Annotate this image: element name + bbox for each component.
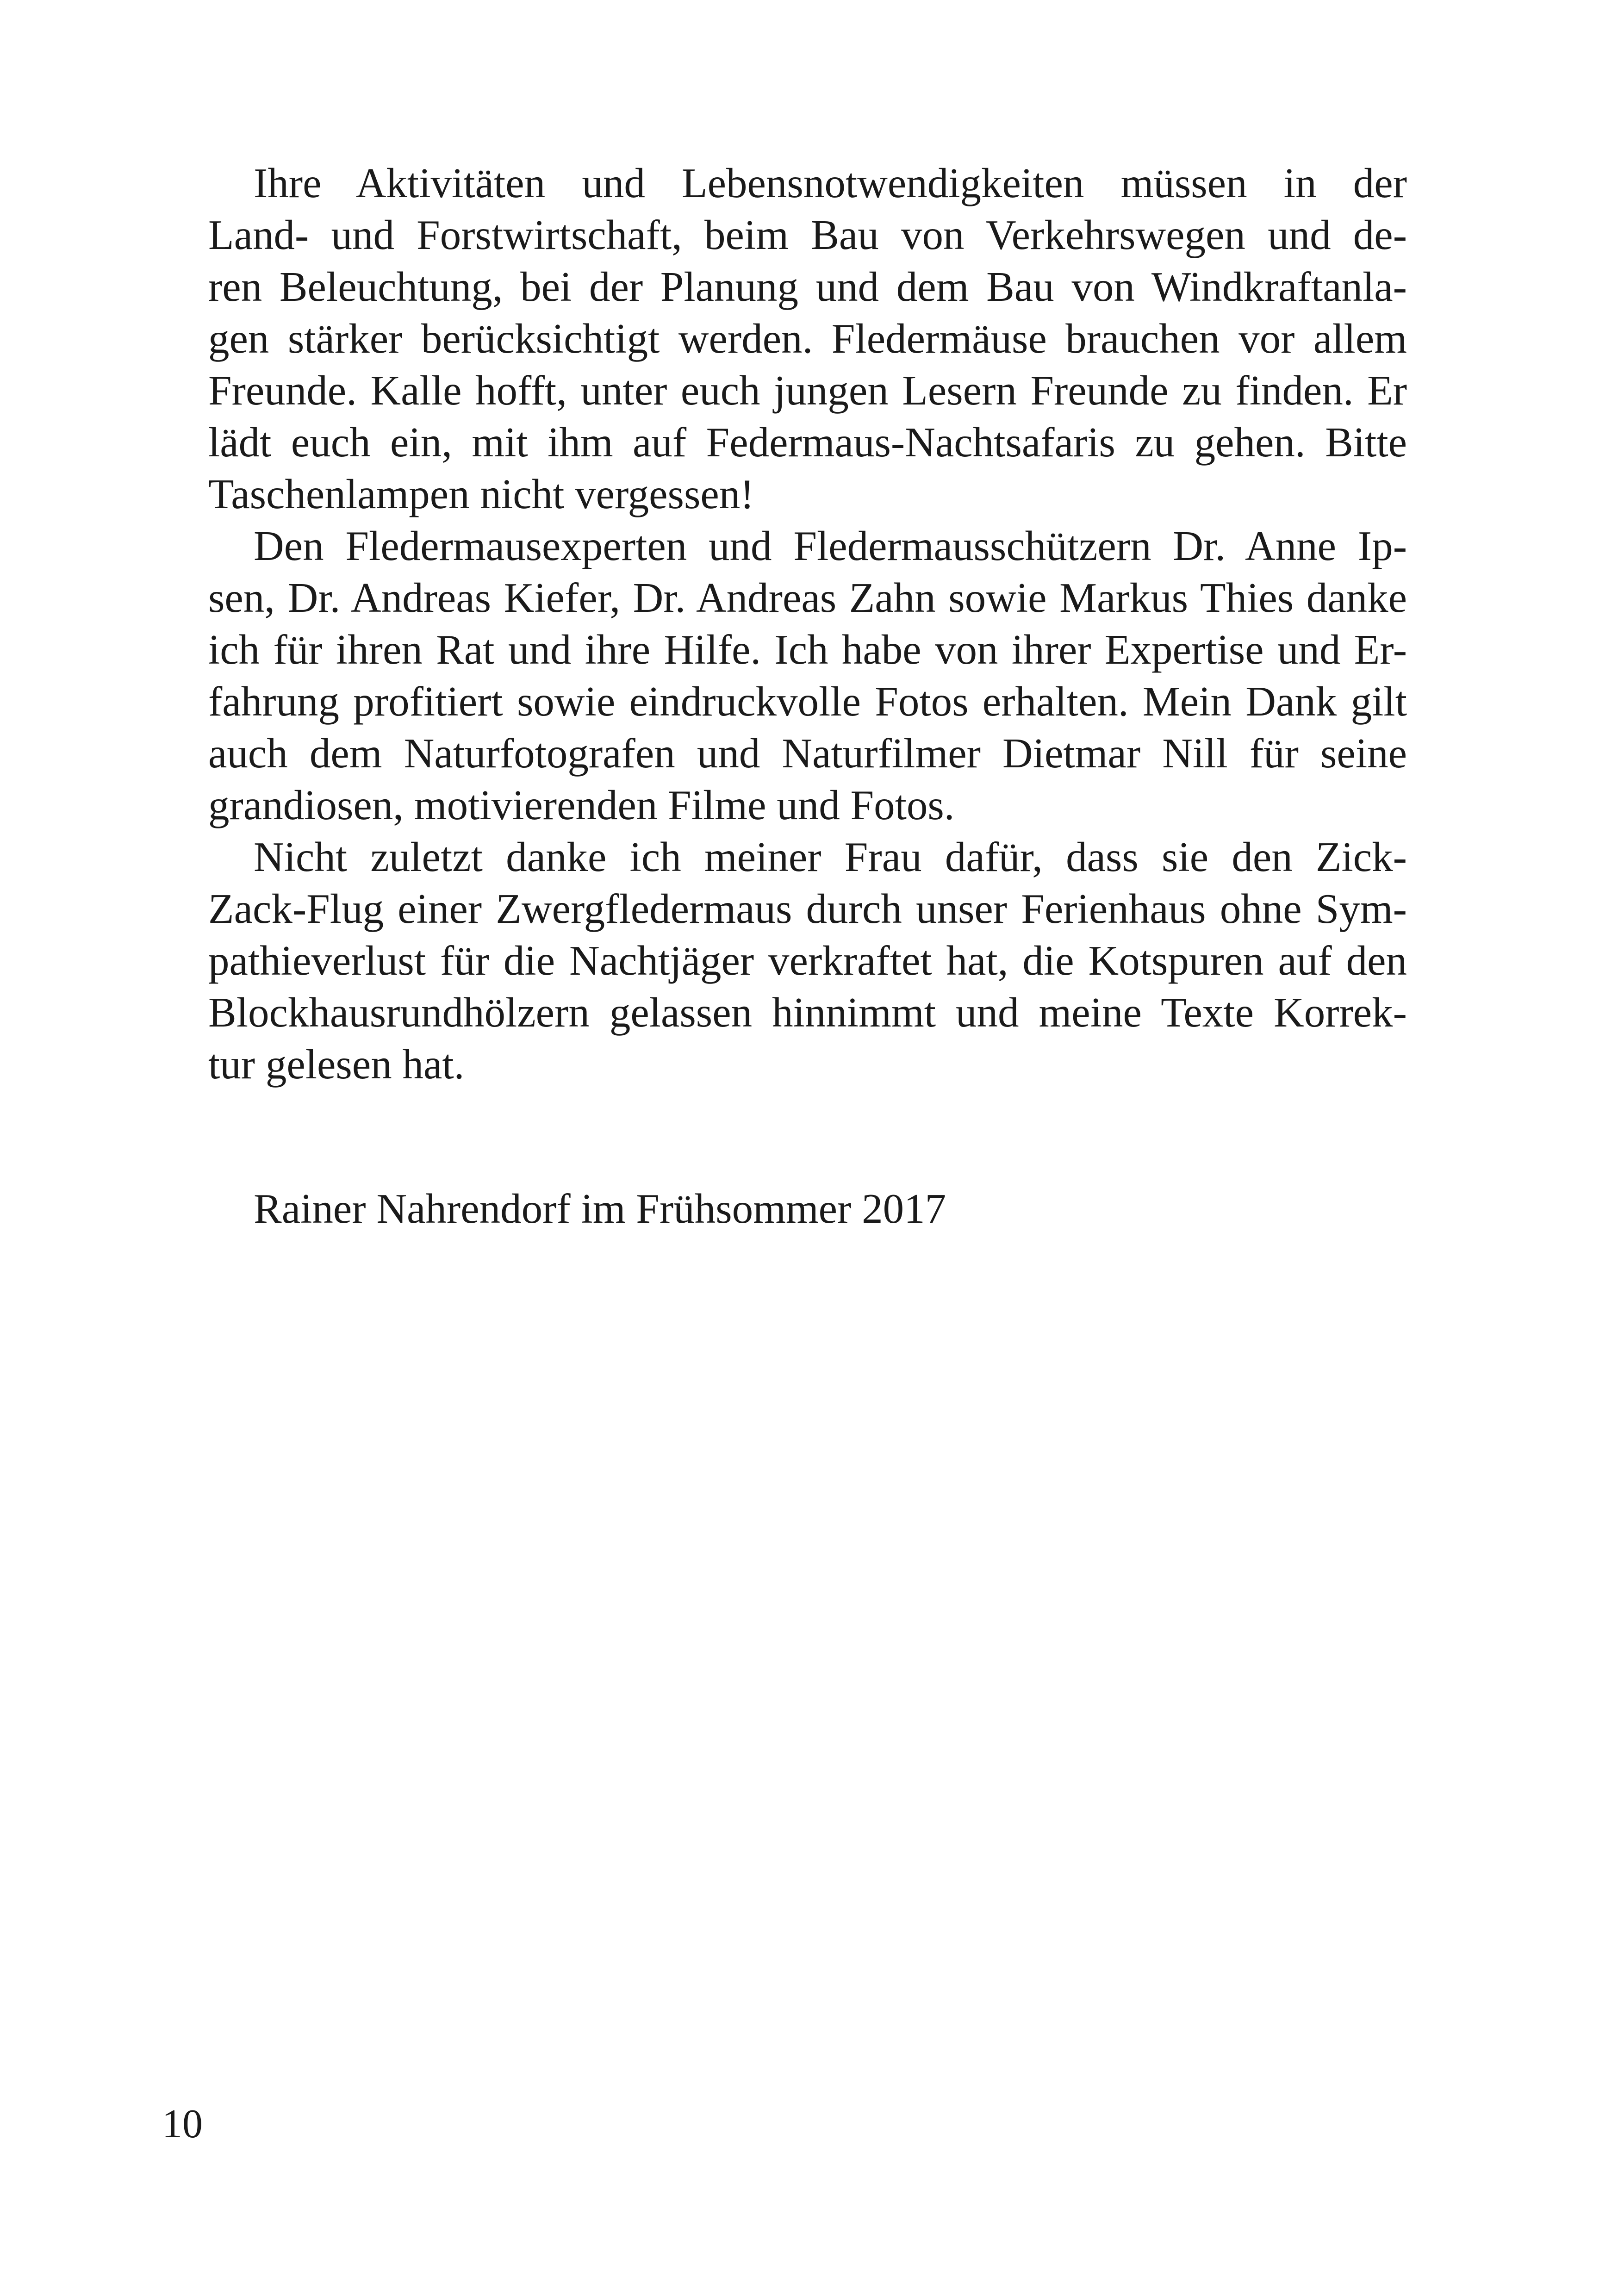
paragraph-1	[208, 157, 1407, 520]
text-line: ich für ihren Rat und ihre Hilfe. Ich habe von ihrer Expertise und Er-	[208, 626, 1407, 673]
text-line: lädt euch ein, mit ihm auf Federmaus-Nachtsafaris zu gehen. Bitte	[208, 419, 1407, 466]
page-number: 10	[162, 2102, 203, 2147]
text-line: Ihre Aktivitäten und Lebensnotwendigkeiten müssen in der	[254, 160, 1407, 206]
text-line: fahrung profitiert sowie eindruckvolle Fotos erhalten. Mein Dank gilt	[208, 678, 1407, 725]
text-line: Zack-Flug einer Zwergfledermaus durch unser Ferienhaus ohne Sym-	[208, 885, 1407, 932]
text-line: tur gelesen hat.	[208, 1041, 465, 1088]
text-line: Nicht zuletzt danke ich meiner Frau dafür, dass sie den Zick-	[254, 834, 1407, 880]
paragraph-3	[208, 831, 1407, 1090]
text-line: auch dem Naturfotografen und Naturfilmer Dietmar Nill für seine	[208, 730, 1407, 777]
text-line: Taschenlampen nicht vergessen!	[208, 471, 754, 517]
body-text	[208, 157, 1407, 1090]
text-line: Den Fledermausexperten und Fledermausschützern Dr. Anne Ip-	[254, 523, 1407, 569]
text-line: pathieverlust für die Nachtjäger verkraftet hat, die Kotspuren auf den	[208, 937, 1407, 984]
paragraph-2	[208, 520, 1407, 831]
text-line: Land- und Forstwirtschaft, beim Bau von Verkehrswegen und de-	[208, 212, 1407, 258]
text-line: ren Beleuchtung, bei der Planung und dem Bau von Windkraftanla-	[208, 263, 1407, 310]
text-line: sen, Dr. Andreas Kiefer, Dr. Andreas Zahn sowie Markus Thies danke	[208, 574, 1407, 621]
text-line: Freunde. Kalle hofft, unter euch jungen Lesern Freunde zu finden. Er	[208, 367, 1407, 414]
text-line: grandiosen, motivierenden Filme und Fotos.	[208, 782, 955, 828]
text-line: Blockhausrundhölzern gelassen hinnimmt und meine Texte Korrek-	[208, 989, 1407, 1036]
text-line: gen stärker berücksichtigt werden. Fledermäuse brauchen vor allem	[208, 315, 1407, 362]
signature: Rainer Nahrendorf im Frühsommer 2017	[254, 1185, 946, 1232]
